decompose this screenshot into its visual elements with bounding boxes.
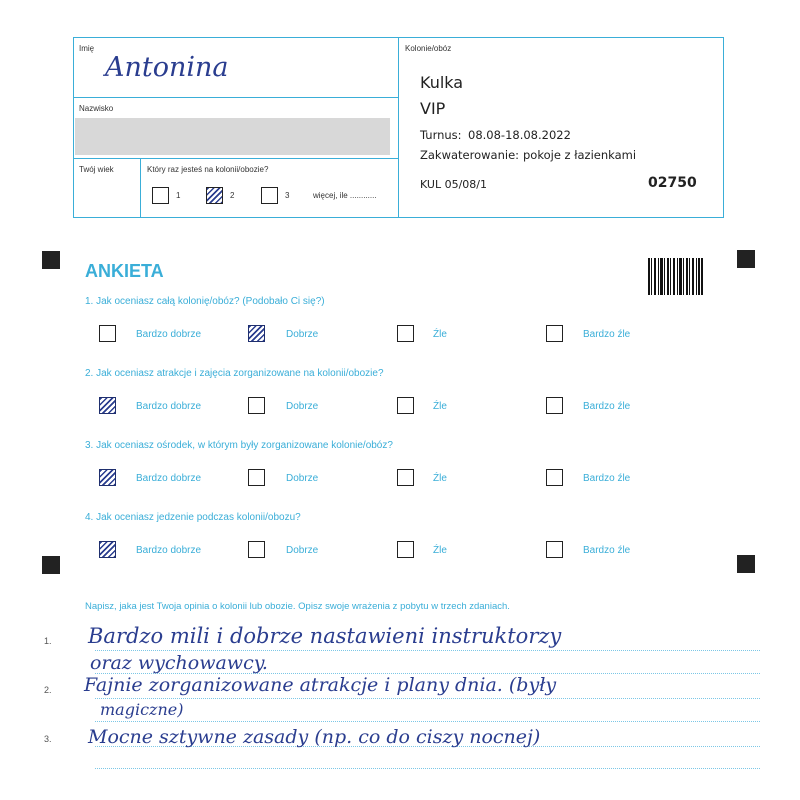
kolonia-name: Kulka	[420, 73, 464, 92]
answer-checkbox[interactable]	[397, 469, 414, 486]
answer-option-label: Bardzo dobrze	[136, 473, 202, 484]
answer-checkbox[interactable]	[248, 325, 265, 342]
answer-line	[95, 650, 760, 651]
survey-title: ANKIETA	[85, 261, 164, 281]
answer-option-label: Źle	[433, 401, 447, 412]
answer-1b[interactable]: oraz wychowawcy.	[90, 652, 268, 674]
line-number: 3.	[44, 734, 52, 744]
answer-option-label: Bardzo źle	[583, 545, 631, 556]
turnus-value: 08.08-18.08.2022	[468, 128, 571, 142]
line-number: 2.	[44, 685, 52, 695]
answer-line	[95, 698, 760, 699]
redacted-surname	[75, 118, 390, 155]
line-number: 1.	[44, 636, 52, 646]
zakwaterowanie-value: pokoje z łazienkami	[523, 148, 637, 162]
header-divider-age	[140, 158, 141, 218]
answer-option-label: Dobrze	[286, 401, 319, 412]
answer-2a[interactable]: Fajnie zorganizowane atrakcje i plany dnia. (były	[84, 674, 557, 696]
answer-2b[interactable]: magiczne)	[100, 700, 184, 719]
zakwaterowanie-label: Zakwaterowanie:	[420, 148, 520, 162]
barcode	[648, 258, 703, 295]
question-text: 3. Jak oceniasz ośrodek, w którym były zorganizowane kolonie/obóz?	[85, 440, 393, 451]
opinion-prompt: Napisz, jaka jest Twoja opinia o kolonii lub obozie. Opisz swoje wrażenia z pobytu w trzech zdaniach.	[85, 601, 510, 612]
registration-mark-bottom-left	[42, 556, 60, 574]
answer-checkbox[interactable]	[546, 325, 563, 342]
ktory-raz-checkbox-3[interactable]	[261, 187, 278, 204]
imie-value: Antonina	[105, 52, 229, 83]
registration-mark-bottom-right	[737, 555, 755, 573]
answer-line	[95, 721, 760, 722]
answer-checkbox[interactable]	[248, 541, 265, 558]
answer-option-label: Bardzo dobrze	[136, 401, 202, 412]
nazwisko-label: Nazwisko	[79, 104, 114, 113]
question-text: 2. Jak oceniasz atrakcje i zajęcia zorganizowane na kolonii/obozie?	[85, 368, 384, 379]
header-divider-h2	[73, 158, 398, 159]
ktory-raz-option-2: 2	[230, 191, 235, 200]
answer-checkbox[interactable]	[546, 541, 563, 558]
ktory-raz-option-3: 3	[285, 191, 290, 200]
imie-label: Imię	[79, 44, 95, 53]
answer-checkbox[interactable]	[248, 469, 265, 486]
answer-checkbox[interactable]	[99, 469, 116, 486]
answer-option-label: Źle	[433, 473, 447, 484]
answer-option-label: Bardzo dobrze	[136, 545, 202, 556]
answer-option-label: Źle	[433, 329, 447, 340]
answer-checkbox[interactable]	[397, 325, 414, 342]
header-divider-h1	[73, 97, 398, 98]
answer-checkbox[interactable]	[248, 397, 265, 414]
header-divider-vertical	[398, 37, 399, 218]
kolonia-code: KUL 05/08/1	[420, 178, 487, 191]
wiek-label: Twój wiek	[79, 165, 114, 174]
registration-mark-top-left	[42, 251, 60, 269]
ktory-raz-option-1: 1	[176, 191, 181, 200]
answer-checkbox[interactable]	[99, 325, 116, 342]
answer-3[interactable]: Mocne sztywne zasady (np. co do ciszy nocnej)	[88, 726, 541, 748]
answer-option-label: Dobrze	[286, 545, 319, 556]
answer-option-label: Bardzo źle	[583, 329, 631, 340]
wiecej-label: więcej, ile ............	[313, 191, 377, 200]
answer-checkbox[interactable]	[397, 397, 414, 414]
answer-1a[interactable]: Bardzo mili i dobrze nastawieni instruktorzy	[88, 624, 562, 648]
answer-option-label: Bardzo dobrze	[136, 329, 202, 340]
answer-option-label: Bardzo źle	[583, 401, 631, 412]
answer-checkbox[interactable]	[99, 397, 116, 414]
turnus-label: Turnus:	[420, 128, 462, 142]
form-number: 02750	[648, 175, 697, 191]
kolonia-type: VIP	[420, 99, 446, 118]
answer-option-label: Źle	[433, 545, 447, 556]
ktory-raz-checkbox-2[interactable]	[206, 187, 223, 204]
ktory-raz-label: Który raz jesteś na kolonii/obozie?	[147, 165, 269, 174]
kolonia-label: Kolonie/obóz	[405, 44, 452, 53]
question-text: 1. Jak oceniasz całą kolonię/obóz? (Podobało Ci się?)	[85, 296, 325, 307]
answer-line	[95, 768, 760, 769]
ktory-raz-checkbox-1[interactable]	[152, 187, 169, 204]
question-text: 4. Jak oceniasz jedzenie podczas kolonii/obozu?	[85, 512, 301, 523]
answer-option-label: Bardzo źle	[583, 473, 631, 484]
answer-checkbox[interactable]	[397, 541, 414, 558]
registration-mark-top-right	[737, 250, 755, 268]
answer-checkbox[interactable]	[546, 469, 563, 486]
answer-checkbox[interactable]	[546, 397, 563, 414]
answer-option-label: Dobrze	[286, 473, 319, 484]
answer-checkbox[interactable]	[99, 541, 116, 558]
answer-option-label: Dobrze	[286, 329, 319, 340]
